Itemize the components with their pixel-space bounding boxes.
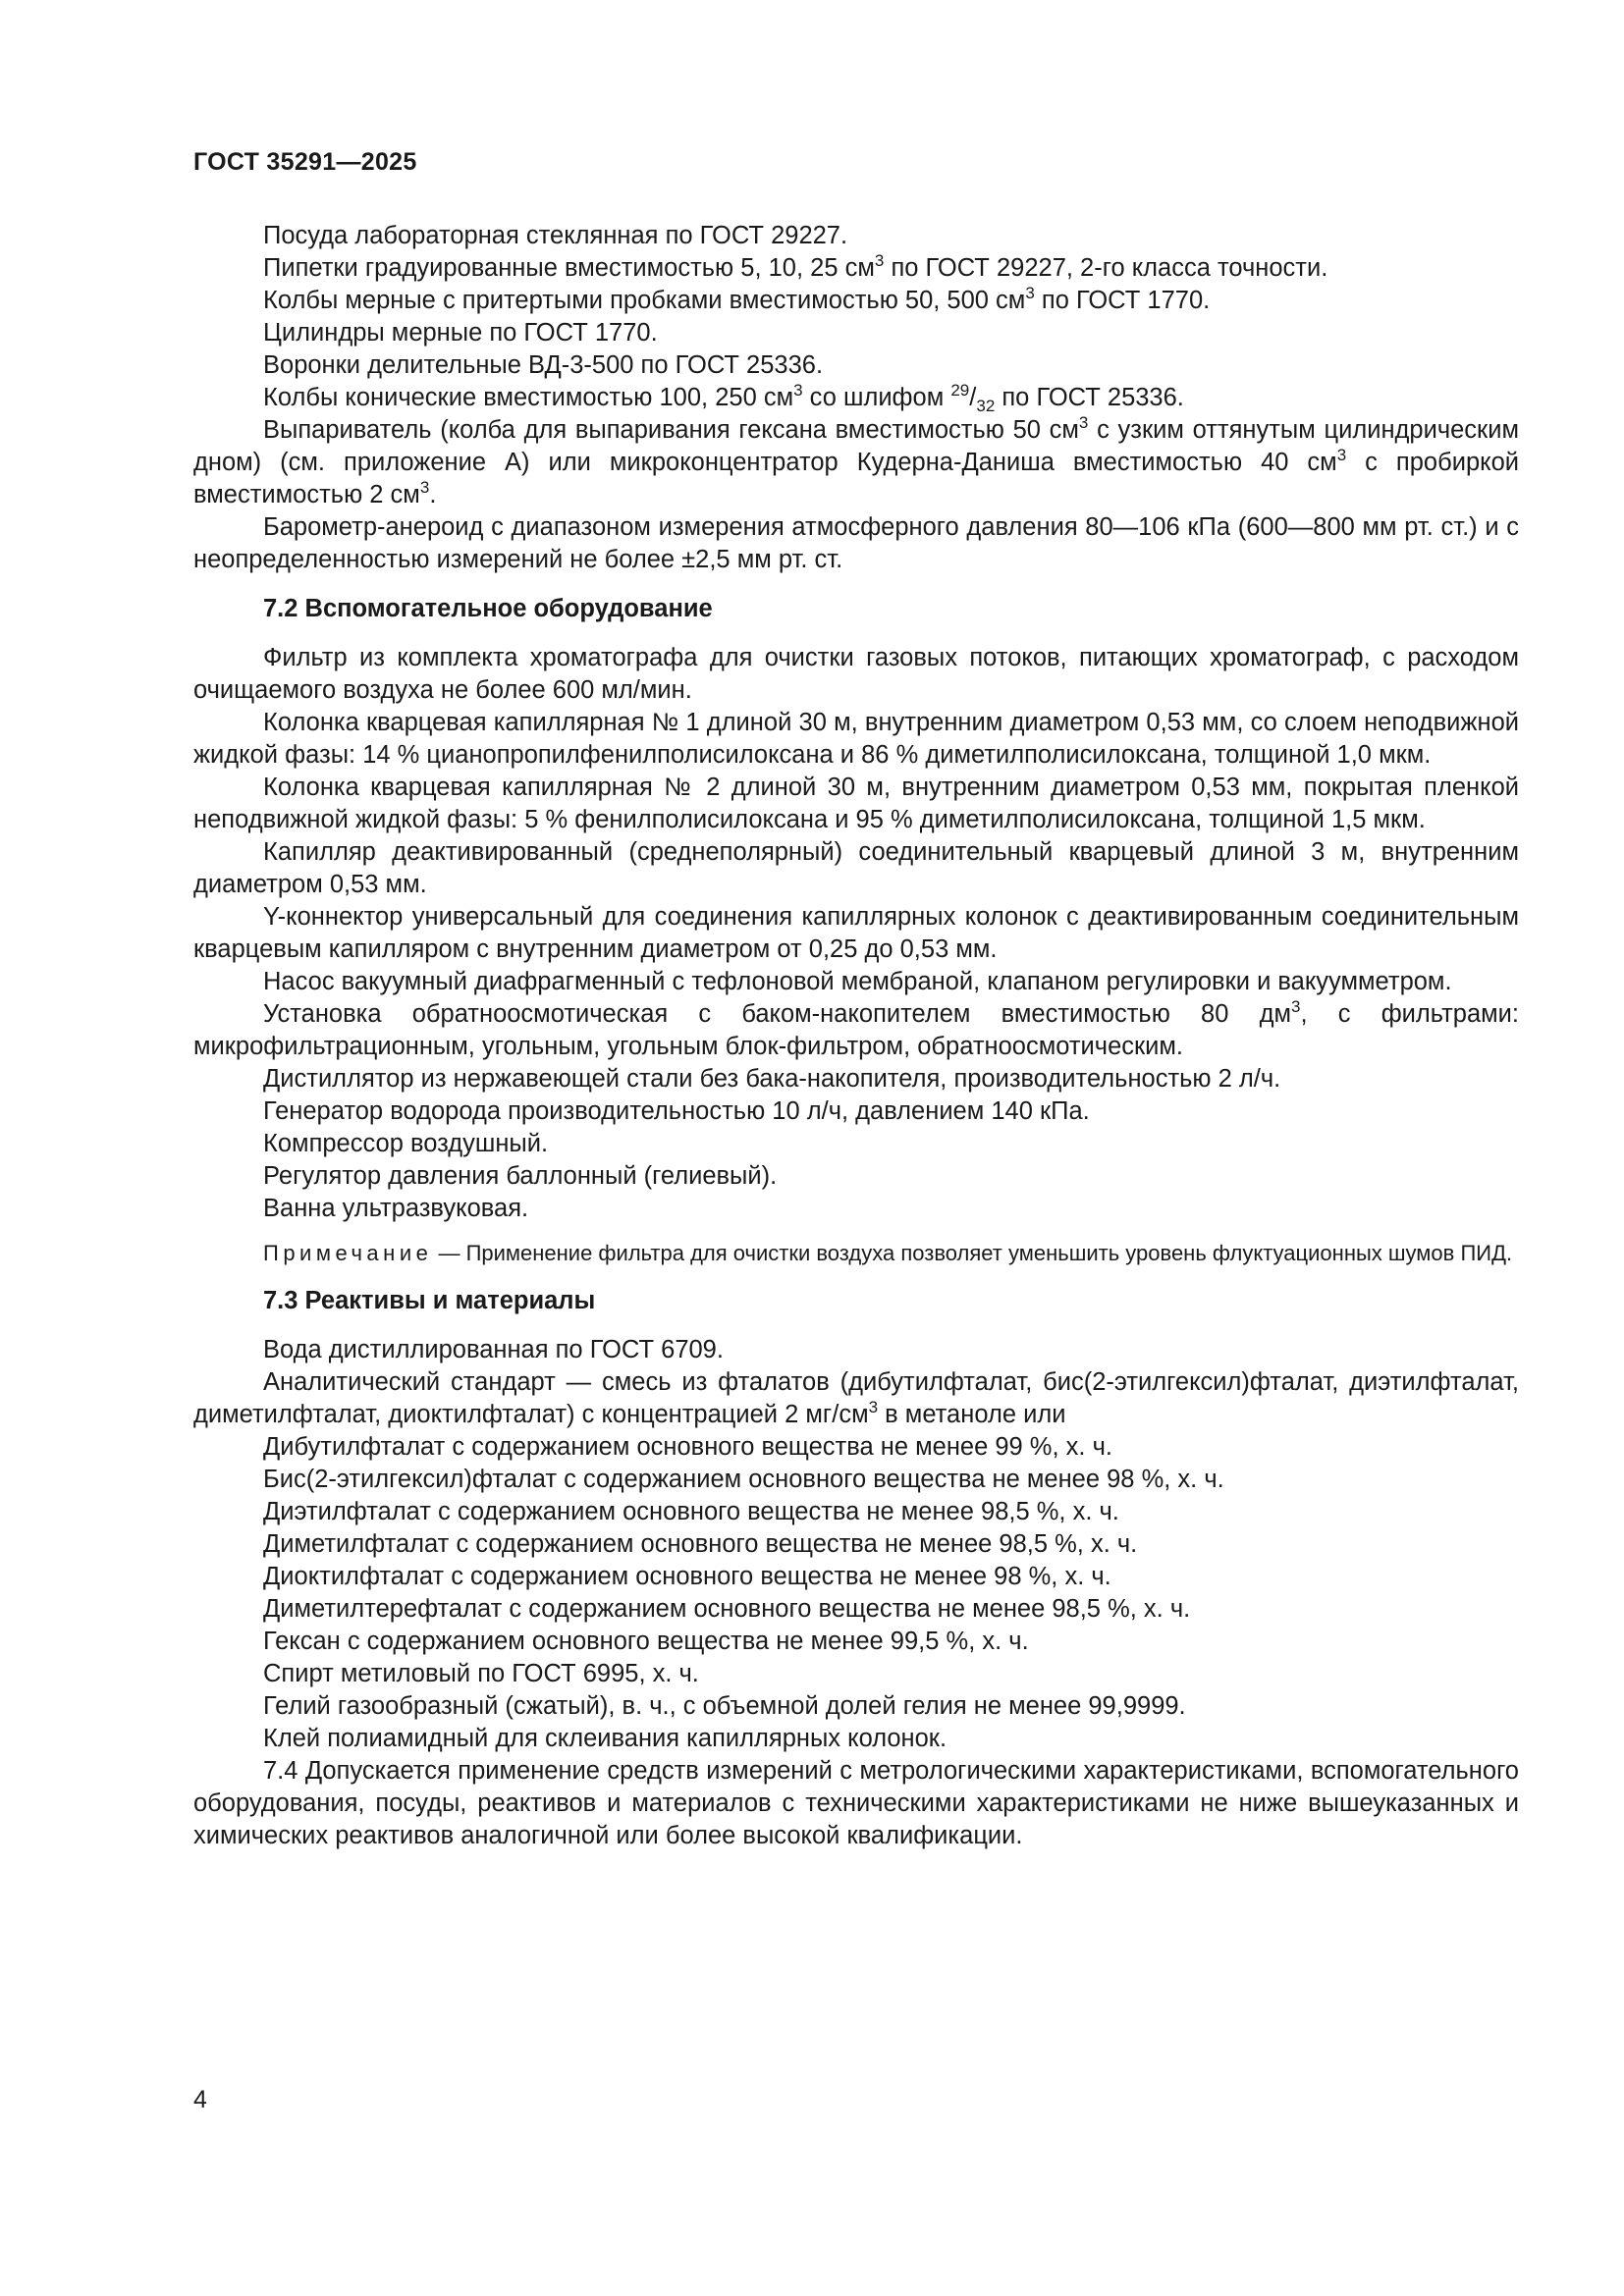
- list-item: Капилляр деактивированный (среднеполярный) соединительный кварцевый длиной 3 м, внутренним диаметром 0,53 мм.: [193, 838, 1519, 898]
- list-item: Дистиллятор из нержавеющей стали без бака-накопителя, производительностью 2 л/ч.: [263, 1065, 1281, 1093]
- section-heading-7-3: 7.3 Реактивы и материалы: [263, 1287, 596, 1314]
- list-item: Y-коннектор универсальный для соединения капиллярных колонок с деактивированным соединительным кварцевым капилляром с внутренним диаметром от 0,25 до 0,53 мм.: [193, 903, 1519, 963]
- list-item: Гексан с содержанием основного вещества не менее 99,5 %, х. ч.: [263, 1628, 1029, 1655]
- list-item: Клей полиамидный для склеивания капиллярных колонок.: [263, 1725, 947, 1752]
- note-label: Примечание: [263, 1241, 433, 1265]
- list-item: Спирт метиловый по ГОСТ 6995, х. ч.: [263, 1660, 699, 1687]
- page-number: 4: [193, 2086, 207, 2113]
- list-item: Компрессор воздушный.: [263, 1130, 549, 1157]
- list-item: Генератор водорода производительностью 10 л/ч, давлением 140 кПа.: [263, 1097, 1090, 1125]
- list-item: Диоктилфталат с содержанием основного вещества не менее 98 %, х. ч.: [263, 1563, 1111, 1590]
- list-item: Колбы конические вместимостью 100, 250 $см^3$ со шлифом $^{29}/_{32}$ по ГОСТ 25336.: [263, 381, 1184, 415]
- equipment-list-continued: [193, 220, 1519, 576]
- list-item: Колонка кварцевая капиллярная № 2 длиной 30 м, внутренним диаметром 0,53 мм, покрытая пленкой неподвижной жидкой фазы: 5 % фенилполисилоксана и 95 % диметилполисилоксана, толщиной 1,5 мкм.: [193, 774, 1519, 833]
- list-item: Установка обратноосмотическая с баком-накопителем вместимостью 80 $дм^3$, с фильтрами: микрофильтрационным, угольным, угольным блок-фильтром, обратноосмотическим.: [193, 997, 1519, 1060]
- list-item: Воронки делительные ВД-3-500 по ГОСТ 25336.: [263, 351, 824, 379]
- list-item: Диэтилфталат с содержанием основного вещества не менее 98,5 %, х. ч.: [263, 1498, 1119, 1525]
- list-item: Посуда лабораторная стеклянная по ГОСТ 29227.: [263, 222, 848, 249]
- note: [193, 1239, 1519, 1268]
- list-item: Диметилфталат с содержанием основного вещества не менее 98,5 %, х. ч.: [263, 1530, 1138, 1558]
- document-page: [193, 147, 1519, 1852]
- note-text: — Применение фильтра для очистки воздуха позволяет уменьшить уровень флуктуационных шумов ПИД.: [432, 1241, 1513, 1265]
- list-item: Аналитический стандарт — смесь из фталатов (дибутилфталат, бис(2-этилгексил)фталат, диэтилфталат, диметилфталат, диоктилфталат) с концентрацией 2 $мг/см^3$ в метаноле или: [193, 1368, 1519, 1428]
- auxiliary-equipment-list: [193, 642, 1519, 1268]
- list-item: Барометр-анероид с диапазоном измерения атмосферного давления 80—106 кПа (600—800 мм рт. ст.) и с неопределенностью измерений не более ±2,5 мм рт. ст.: [193, 513, 1519, 573]
- list-item: Пипетки градуированные вместимостью 5, 10, 25 $см^3$ по ГОСТ 29227, 2-го класса точности.: [263, 251, 1328, 282]
- list-item: Ванна ультразвуковая.: [263, 1195, 529, 1222]
- list-item: Вода дистиллированная по ГОСТ 6709.: [263, 1336, 724, 1363]
- list-item: Гелий газообразный (сжатый), в. ч., с объемной долей гелия не менее 99,9999.: [263, 1692, 1186, 1720]
- list-item: Цилиндры мерные по ГОСТ 1770.: [263, 319, 658, 347]
- running-header: ГОСТ 35291—2025: [193, 148, 417, 176]
- list-item: Бис(2-этилгексил)фталат с содержанием основного вещества не менее 98 %, х. ч.: [263, 1466, 1224, 1493]
- list-item: Колбы мерные с притертыми пробками вместимостью 50, 500 $см^3$ по ГОСТ 1770.: [263, 284, 1211, 314]
- list-item: Колонка кварцевая капиллярная № 1 длиной 30 м, внутренним диаметром 0,53 мм, со слоем неподвижной жидкой фазы: 14 % цианопропилфенилполисилоксана и 86 % диметилполисилоксана, толщиной 1,0 мкм.: [193, 709, 1519, 769]
- list-item: Фильтр из комплекта хроматографа для очистки газовых потоков, питающих хроматограф, с расходом очищаемого воздуха не более 600 мл/мин.: [193, 644, 1519, 704]
- clause-7-4: 7.4 Допускается применение средств измерений с метрологическими характеристиками, вспомогательного оборудования, посуды, реактивов и материалов с техническими характеристиками не ниже вышеуказанных и химических реактивов аналогичной или более высокой квалификации.: [193, 1757, 1519, 1849]
- list-item: Диметилтерефталат с содержанием основного вещества не менее 98,5 %, х. ч.: [263, 1595, 1191, 1623]
- list-item: Регулятор давления баллонный (гелиевый).: [263, 1162, 778, 1190]
- list-item: Насос вакуумный диафрагменный с тефлоновой мембраной, клапаном регулировки и вакуумметром.: [263, 968, 1452, 995]
- list-item: Дибутилфталат с содержанием основного вещества не менее 99 %, х. ч.: [263, 1433, 1112, 1461]
- list-item: Выпариватель (колба для выпаривания гексана вместимостью 50 $см^3$ с узким оттянутым цилиндрическим дном) (см. приложение А) или микроконцентратор Кудерна-Даниша вместимостью 40 $см^3$ с пробиркой вместимостью 2 $см^3$.: [193, 413, 1519, 508]
- reagents-list: [193, 1334, 1519, 1852]
- section-heading-7-2: 7.2 Вспомогательное оборудование: [263, 595, 713, 622]
